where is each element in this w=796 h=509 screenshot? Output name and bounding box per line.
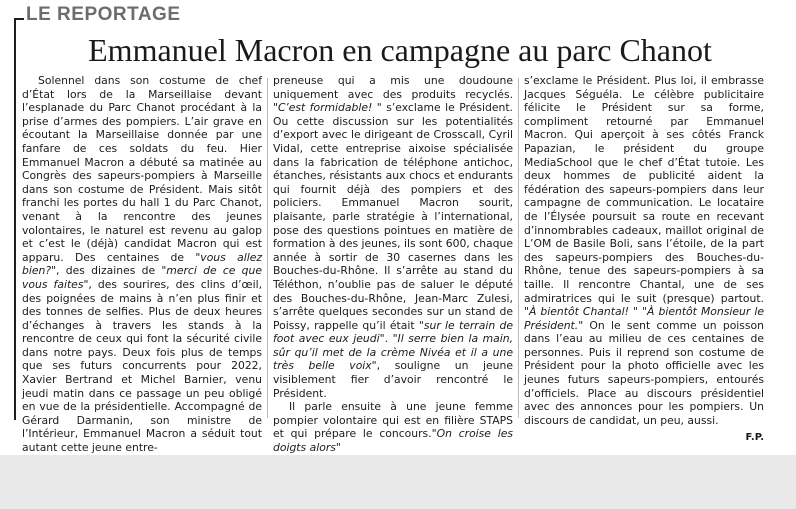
column-divider (518, 78, 519, 418)
page-footer-band (0, 455, 796, 509)
column-divider (267, 78, 268, 418)
article-column-1 (22, 74, 262, 455)
quote: "On croise les doigts alors" (273, 427, 513, 455)
text-run: . (384, 332, 393, 346)
paragraph (273, 74, 513, 400)
article-column-3 (524, 74, 764, 445)
quote: "C’est formidable! " (273, 101, 382, 115)
headline: Emmanuel Macron en campagne au parc Chanot (88, 32, 712, 68)
text-run: , des sourires, des clins d’œil, des poignées de mains à n’en plus finir et des tonnes de selfies. Plus de deux heures d’échanges à travers les stands à la rencontre de ceux qui font la sécurité civile dans notre pays. Deux fois plus de temps que ses futurs concurrents pour 2022, Xavier Bertrand et Michel Barnier, venu jeudi matin dans ce passage un peu obligé en vue de la présidentielle. Accompagné de Gérard Darmanin, son ministre de l’Intérieur, Emmanuel Macron a séduit tout autant cette jeune entre- (22, 277, 262, 455)
quote: "sur le terrain de foot avec eux jeudi" (273, 318, 513, 346)
text-run: Il parle ensuite à une jeune femme pompier volontaire qui est en filière STAPS et qui prépare le concours. (273, 400, 513, 441)
text-run: , des dizaines de (56, 264, 162, 278)
paragraph (22, 74, 262, 455)
text-run: Solennel dans son costume de chef d’État lors de la Marseillaise devant l’esplanade du Parc Chanot procédant à la prise d’armes des pompiers. L’air grave en écoutant la Marseillaise donnée par une fanfare de ces soldats du feu. Hier Emmanuel Macron a débuté sa matinée au Congrès des sapeurs-pompiers à Marseille dans son costume de Président. Mais sitôt franchi les portes du hall 1 du Parc Chanot, venant à la rencontre des jeunes volontaires, le naturel est revenu au galop et c’est le (déjà) candidat Macron qui est apparu. Des centaines de (22, 74, 262, 264)
section-rubric: LE REPORTAGE (26, 4, 181, 25)
quote: "merci de ce que vous faites" (22, 264, 262, 291)
article-column-2 (273, 74, 513, 455)
text-run: s’exclame le Président. Ou cette discussion sur les potentialités d’export avec le dirigeant de Crosscall, Cyril Vidal, cette entreprise aixoise spécialisée dans la fabrication de téléphone antichoc, étanches, résistants aux chocs et endurants qui fournit déjà des pompiers et des policiers. Emmanuel Macron sourit, plaisante, parle stratégie à l’international, pose des questions pointues en matière de formation à des jeunes, ils sont 600, chaque année à sortir de 30 casernes dans les Bouches-du-Rhône. Il s’arrête au stand du Téléthon, n’oublie pas de saluer le député des Bouches-du-Rhône, Jean-Marc Zulesi, s’arrête quelques secondes sur un stand de Poissy, rappelle qu’il était (273, 101, 513, 332)
text-run: preneuse qui a mis une doudoune uniquement avec des produits recyclés. (273, 74, 513, 101)
frame-rule (14, 18, 16, 420)
text-run: , souligne un jeune visiblement fier d’avoir rencontré le Président. (273, 359, 513, 400)
quote: "vous allez bien?" (22, 250, 263, 278)
quote: "Il serre bien la main, sûr qu’il met de la crème Nivéa et il a une très belle voix" (273, 332, 513, 373)
paragraph (273, 400, 513, 454)
paragraph (524, 74, 764, 427)
quote: "À bientôt Chantal! " "À bientôt Monsieur le Président." (524, 305, 764, 332)
author-signature: F.P. (745, 432, 764, 444)
text-run: On le sent comme un poisson dans l’eau au milieu de ces centaines de personnes. Puis il reprend son costume de Président pour la photo officielle avec les jeunes futurs sapeurs-pompiers, entourés d’officiels. Place au discours présidentiel avec des annonces pour les pompiers. Un discours de candidat, un peu, aussi. (524, 318, 764, 427)
text-run: s’exclame le Président. Plus loi, il embrasse Jacques Séguéla. Le célèbre publicitaire félicite le Président sur sa forme, compliment retourné par Emmanuel Macron. Qui aperçoit à ses côtés Franck Papazian, le président du groupe MediaSchool que le chef d’État tutoie. Les deux hommes de publicité aident la fédération des sapeurs-pompiers dans leur campagne de communication. Le locataire de l’Élysée poursuit sa route en recevant d’innombrables cadeaux, maillot original de L’OM de Basile Boli, sans l’étoile, de la part des sapeurs-pompiers des Bouches-du-Rhône, tenue des sapeurs-pompiers à sa taille. Il rencontre Chantal, une de ses admiratrices qui le suit (presque) partout. (524, 74, 764, 305)
